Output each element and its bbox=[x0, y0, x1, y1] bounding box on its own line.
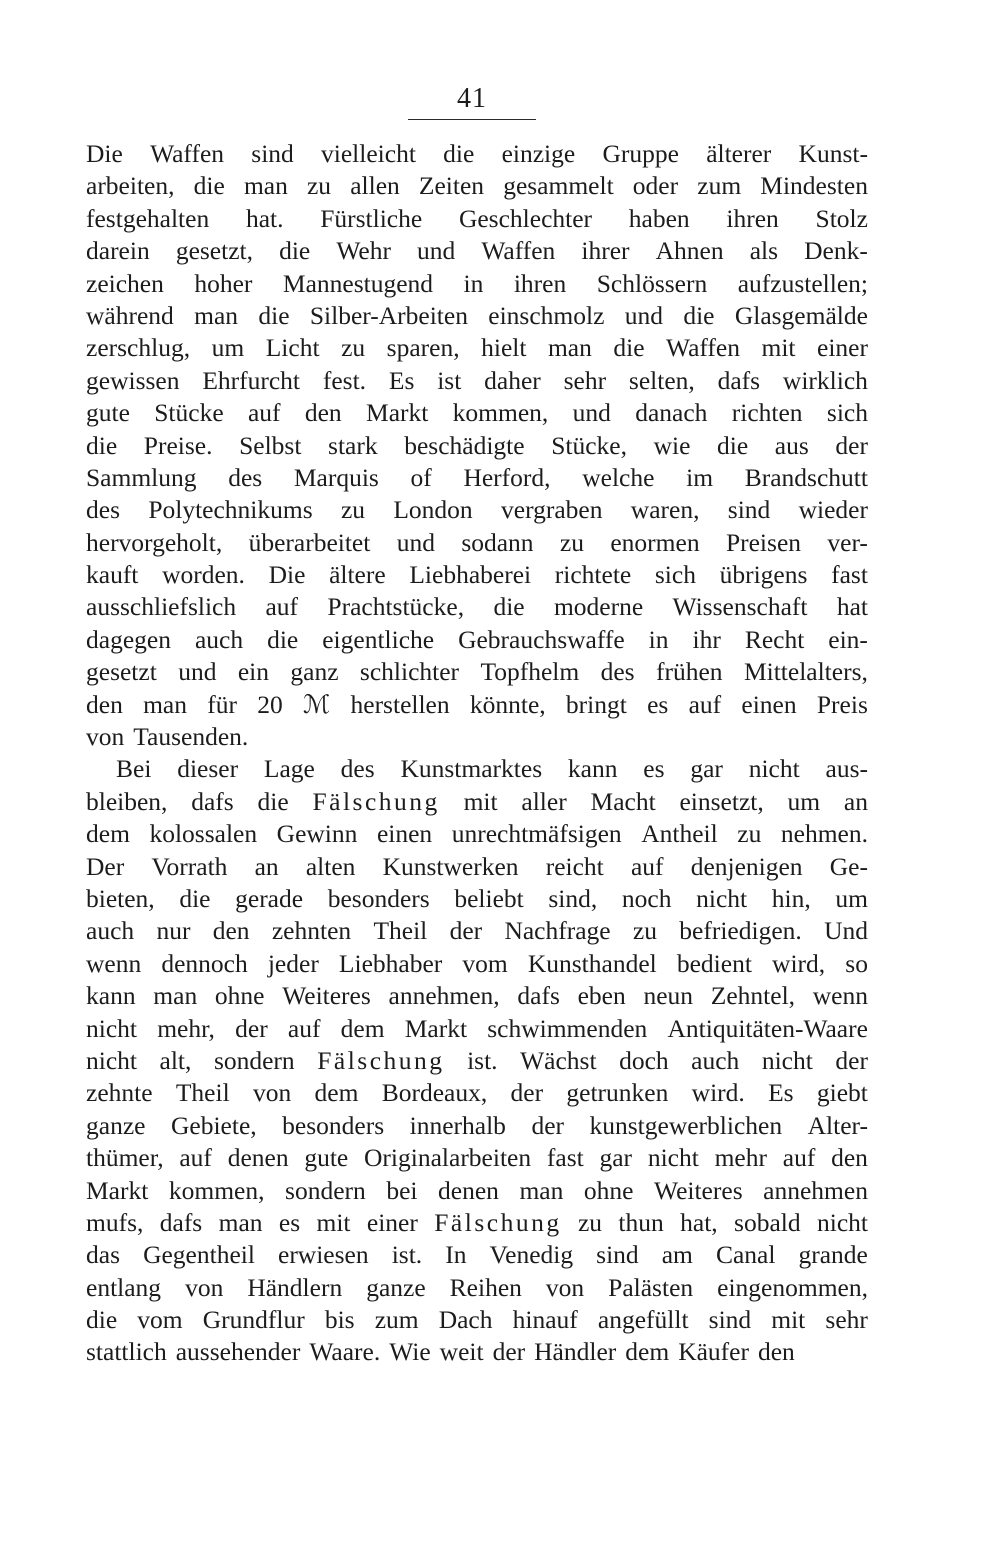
text-line: zerschlug, um Licht zu sparen, hielt man die Waffen mit einer bbox=[86, 333, 868, 363]
text-line: dagegen auch die eigentliche Gebrauchswaffe in ihr Recht ein- bbox=[86, 624, 868, 654]
text-line: entlang von Händlern ganze Reihen von Palästen eingenommen, bbox=[86, 1272, 868, 1302]
text-line: des Polytechnikums zu London vergraben waren, sind wieder bbox=[86, 495, 868, 525]
text-line: während man die Silber-Arbeiten einschmolz und die Glasgemälde bbox=[86, 300, 868, 330]
text-line: das Gegentheil erwiesen ist. In Venedig sind am Canal grande bbox=[86, 1240, 868, 1270]
body-text bbox=[86, 138, 868, 1369]
text-line: kauft worden. Die ältere Liebhaberei richtete sich übrigens fast bbox=[86, 560, 868, 590]
text-line: Der Vorrath an alten Kunstwerken reicht auf denjenigen Ge- bbox=[86, 851, 868, 881]
text-line: wenn dennoch jeder Liebhaber vom Kunsthandel bedient wird, so bbox=[86, 948, 868, 978]
text-line: den man für 20 ℳ herstellen könnte, bringt es auf einen Preis bbox=[86, 689, 868, 719]
text-line: von Tausenden. bbox=[86, 722, 249, 752]
text-line: mufs, dafs man es mit einer Fälschung zu thun hat, sobald nicht bbox=[86, 1207, 868, 1237]
text-line: die vom Grundflur bis zum Dach hinauf angefüllt sind mit sehr bbox=[86, 1305, 868, 1335]
text-line: Sammlung des Marquis of Herford, welche im Brandschutt bbox=[86, 462, 868, 492]
text-line: Die Waffen sind vielleicht die einzige Gruppe älterer Kunst- bbox=[86, 139, 868, 168]
text-line: nicht alt, sondern Fälschung ist. Wächst doch auch nicht der bbox=[86, 1045, 868, 1075]
text-line: ganze Gebiete, besonders innerhalb der kunstgewerblichen Alter- bbox=[86, 1110, 868, 1140]
text-line: ausschliefslich auf Prachtstücke, die moderne Wissenschaft hat bbox=[86, 592, 868, 622]
text-line: bleiben, dafs die Fälschung mit aller Macht einsetzt, um an bbox=[86, 786, 868, 816]
text-line: zeichen hoher Mannestugend in ihren Schlössern aufzustellen; bbox=[86, 268, 868, 298]
text-line: Markt kommen, sondern bei denen man ohne Weiteres annehmen bbox=[86, 1175, 868, 1205]
text-line: festgehalten hat. Fürstliche Geschlechter haben ihren Stolz bbox=[86, 203, 868, 233]
text-line: bieten, die gerade besonders beliebt sind, noch nicht hin, um bbox=[86, 883, 868, 913]
text-line: nicht mehr, der auf dem Markt schwimmenden Antiquitäten-Waare bbox=[86, 1013, 868, 1043]
text-line: stattlich aussehender Waare. Wie weit der Händler dem Käufer den bbox=[86, 1337, 795, 1367]
text-line: hervorgeholt, überarbeitet und sodann zu enormen Preisen ver- bbox=[86, 527, 868, 557]
text-line: thümer, auf denen gute Originalarbeiten fast gar nicht mehr auf den bbox=[86, 1143, 868, 1173]
text-line: dem kolossalen Gewinn einen unrechtmäfsigen Antheil zu nehmen. bbox=[86, 819, 868, 849]
text-line: die Preise. Selbst stark beschädigte Stücke, wie die aus der bbox=[86, 430, 868, 460]
text-line: auch nur den zehnten Theil der Nachfrage zu befriedigen. Und bbox=[86, 916, 868, 946]
text-line: gewissen Ehrfurcht fest. Es ist daher sehr selten, dafs wirklich bbox=[86, 365, 868, 395]
text-line: gesetzt und ein ganz schlichter Topfhelm des frühen Mittelalters, bbox=[86, 657, 868, 687]
text-line: kann man ohne Weiteres annehmen, dafs eben neun Zehntel, wenn bbox=[86, 981, 868, 1011]
text-line: Bei dieser Lage des Kunstmarktes kann es gar nicht aus- bbox=[116, 754, 868, 784]
text-line: arbeiten, die man zu allen Zeiten gesammelt oder zum Mindesten bbox=[86, 171, 868, 201]
text-line: zehnte Theil von dem Bordeaux, der getrunken wird. Es giebt bbox=[86, 1078, 868, 1108]
page-number-rule bbox=[408, 119, 536, 120]
text-line: gute Stücke auf den Markt kommen, und danach richten sich bbox=[86, 398, 868, 428]
text-line: darein gesetzt, die Wehr und Waffen ihrer Ahnen als Denk- bbox=[86, 236, 868, 266]
page-number: 41 bbox=[457, 83, 487, 114]
